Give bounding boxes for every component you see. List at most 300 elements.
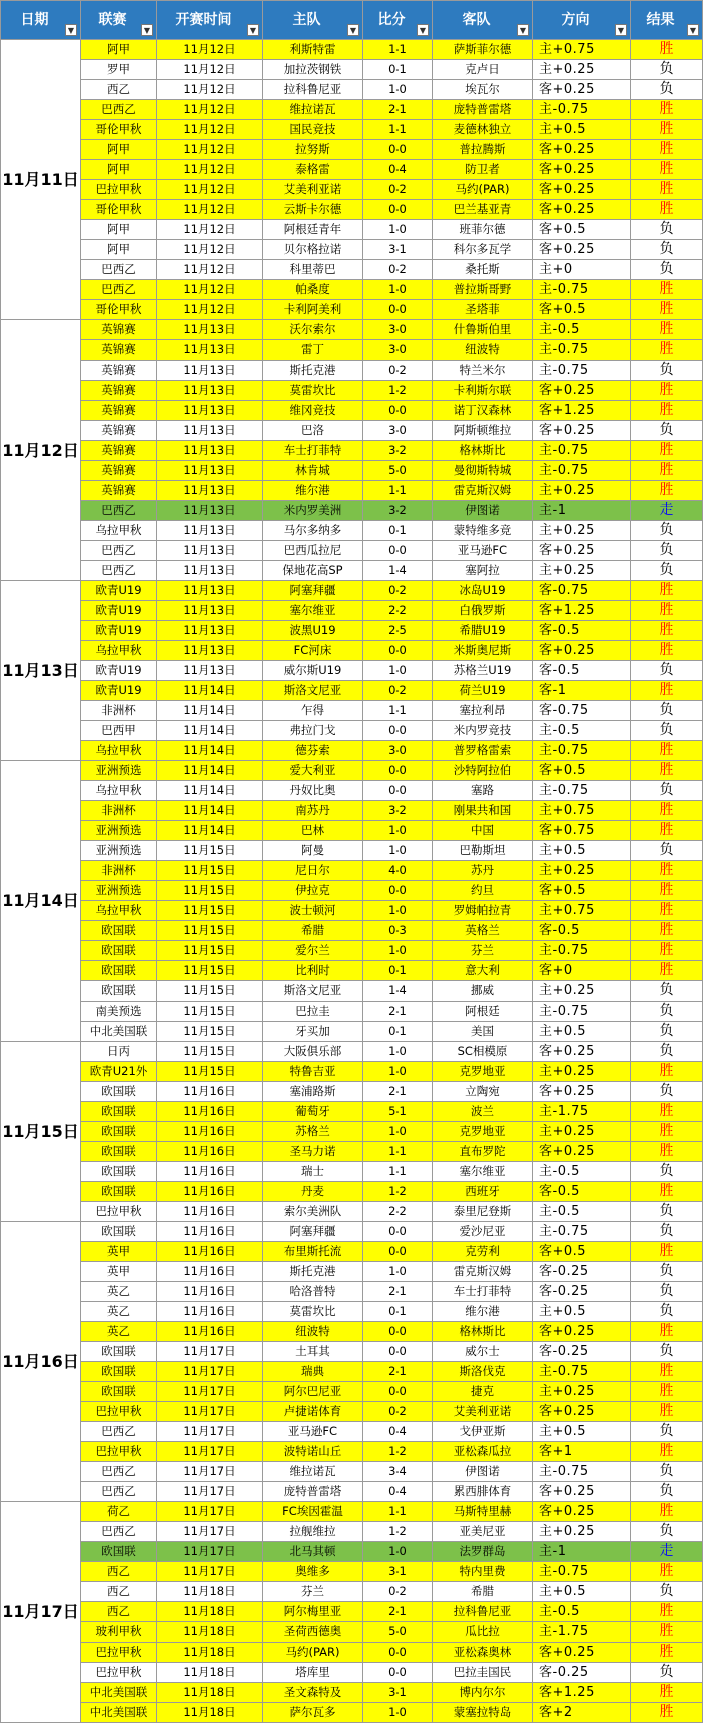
result-cell[interactable]: 胜 bbox=[631, 1382, 703, 1402]
away-team-cell[interactable]: 刚果共和国 bbox=[433, 801, 533, 821]
away-team-cell[interactable]: 巴勒斯坦 bbox=[433, 841, 533, 861]
home-team-cell[interactable]: 波黑U19 bbox=[263, 620, 363, 640]
result-cell[interactable]: 胜 bbox=[631, 1602, 703, 1622]
kickoff-time-cell[interactable]: 11月15日 bbox=[157, 1021, 263, 1041]
home-team-cell[interactable]: 瑞典 bbox=[263, 1362, 363, 1382]
away-team-cell[interactable]: 西班牙 bbox=[433, 1181, 533, 1201]
away-team-cell[interactable]: 希腊 bbox=[433, 1582, 533, 1602]
direction-cell[interactable]: 客+0.25 bbox=[533, 1322, 631, 1342]
result-cell[interactable]: 胜 bbox=[631, 1562, 703, 1582]
result-cell[interactable]: 胜 bbox=[631, 1121, 703, 1141]
home-team-cell[interactable]: 庞特普雷塔 bbox=[263, 1482, 363, 1502]
result-cell[interactable]: 胜 bbox=[631, 921, 703, 941]
score-cell[interactable]: 1-0 bbox=[363, 901, 433, 921]
result-cell[interactable]: 胜 bbox=[631, 140, 703, 160]
league-cell[interactable]: 英锦赛 bbox=[81, 360, 157, 380]
away-team-cell[interactable]: 班菲尔德 bbox=[433, 220, 533, 240]
home-team-cell[interactable]: 特鲁吉亚 bbox=[263, 1061, 363, 1081]
kickoff-time-cell[interactable]: 11月16日 bbox=[157, 1201, 263, 1221]
score-cell[interactable]: 0-0 bbox=[363, 1342, 433, 1362]
away-team-cell[interactable]: 波兰 bbox=[433, 1101, 533, 1121]
direction-cell[interactable]: 客+0.25 bbox=[533, 420, 631, 440]
kickoff-time-cell[interactable]: 11月12日 bbox=[157, 220, 263, 240]
league-cell[interactable]: 英锦赛 bbox=[81, 440, 157, 460]
kickoff-time-cell[interactable]: 11月17日 bbox=[157, 1562, 263, 1582]
away-team-cell[interactable]: 罗姆帕拉青 bbox=[433, 901, 533, 921]
home-team-cell[interactable]: 贝尔格拉诺 bbox=[263, 240, 363, 260]
result-cell[interactable]: 负 bbox=[631, 1342, 703, 1362]
kickoff-time-cell[interactable]: 11月12日 bbox=[157, 80, 263, 100]
result-cell[interactable]: 胜 bbox=[631, 741, 703, 761]
league-cell[interactable]: 英锦赛 bbox=[81, 380, 157, 400]
score-cell[interactable]: 0-3 bbox=[363, 921, 433, 941]
result-cell[interactable]: 胜 bbox=[631, 400, 703, 420]
away-team-cell[interactable]: 克劳利 bbox=[433, 1241, 533, 1261]
direction-cell[interactable]: 客+2 bbox=[533, 1702, 631, 1722]
result-cell[interactable]: 负 bbox=[631, 220, 703, 240]
league-cell[interactable]: 欧国联 bbox=[81, 961, 157, 981]
home-team-cell[interactable]: 葡萄牙 bbox=[263, 1101, 363, 1121]
result-cell[interactable]: 胜 bbox=[631, 580, 703, 600]
away-team-cell[interactable]: 博内尔尔 bbox=[433, 1682, 533, 1702]
kickoff-time-cell[interactable]: 11月18日 bbox=[157, 1702, 263, 1722]
direction-cell[interactable]: 主-0.75 bbox=[533, 1221, 631, 1241]
direction-cell[interactable]: 主-1.75 bbox=[533, 1622, 631, 1642]
league-cell[interactable]: 阿甲 bbox=[81, 220, 157, 240]
home-team-cell[interactable]: 拉努斯 bbox=[263, 140, 363, 160]
direction-cell[interactable]: 主-0.75 bbox=[533, 1362, 631, 1382]
league-cell[interactable]: 欧青U21外 bbox=[81, 1061, 157, 1081]
kickoff-time-cell[interactable]: 11月18日 bbox=[157, 1662, 263, 1682]
result-cell[interactable]: 负 bbox=[631, 841, 703, 861]
away-team-cell[interactable]: 桑托斯 bbox=[433, 260, 533, 280]
league-cell[interactable]: 巴西乙 bbox=[81, 260, 157, 280]
score-cell[interactable]: 0-1 bbox=[363, 520, 433, 540]
kickoff-time-cell[interactable]: 11月13日 bbox=[157, 400, 263, 420]
home-team-cell[interactable]: 拉舰维拉 bbox=[263, 1522, 363, 1542]
league-cell[interactable]: 英锦赛 bbox=[81, 420, 157, 440]
league-cell[interactable]: 中北美国联 bbox=[81, 1702, 157, 1722]
score-cell[interactable]: 0-0 bbox=[363, 1221, 433, 1241]
kickoff-time-cell[interactable]: 11月16日 bbox=[157, 1141, 263, 1161]
kickoff-time-cell[interactable]: 11月16日 bbox=[157, 1261, 263, 1281]
direction-cell[interactable]: 客+0.5 bbox=[533, 1241, 631, 1261]
kickoff-time-cell[interactable]: 11月15日 bbox=[157, 921, 263, 941]
home-team-cell[interactable]: 巴林 bbox=[263, 821, 363, 841]
away-team-cell[interactable]: 亚松森瓜拉 bbox=[433, 1442, 533, 1462]
home-team-cell[interactable]: 马约(PAR) bbox=[263, 1642, 363, 1662]
result-cell[interactable]: 胜 bbox=[631, 1642, 703, 1662]
score-cell[interactable]: 5-1 bbox=[363, 1101, 433, 1121]
away-team-cell[interactable]: 克罗地亚 bbox=[433, 1061, 533, 1081]
score-cell[interactable]: 1-1 bbox=[363, 480, 433, 500]
away-team-cell[interactable]: 塞拉利昂 bbox=[433, 701, 533, 721]
league-cell[interactable]: 巴拉甲秋 bbox=[81, 1662, 157, 1682]
home-team-cell[interactable]: 希腊 bbox=[263, 921, 363, 941]
kickoff-time-cell[interactable]: 11月13日 bbox=[157, 360, 263, 380]
kickoff-time-cell[interactable]: 11月13日 bbox=[157, 380, 263, 400]
league-cell[interactable]: 欧国联 bbox=[81, 1121, 157, 1141]
direction-cell[interactable]: 客-0.5 bbox=[533, 660, 631, 680]
away-team-cell[interactable]: 苏格兰U19 bbox=[433, 660, 533, 680]
home-team-cell[interactable]: 德芬索 bbox=[263, 741, 363, 761]
date-cell[interactable]: 11月14日 bbox=[1, 761, 81, 1041]
direction-cell[interactable]: 主+0.25 bbox=[533, 560, 631, 580]
score-cell[interactable]: 3-0 bbox=[363, 420, 433, 440]
league-cell[interactable]: 英锦赛 bbox=[81, 340, 157, 360]
result-cell[interactable]: 负 bbox=[631, 1081, 703, 1101]
league-cell[interactable]: 欧青U19 bbox=[81, 600, 157, 620]
away-team-cell[interactable]: 雷克斯汉姆 bbox=[433, 480, 533, 500]
away-team-cell[interactable]: 阿斯顿维拉 bbox=[433, 420, 533, 440]
score-cell[interactable]: 1-1 bbox=[363, 120, 433, 140]
home-team-cell[interactable]: 国民竞技 bbox=[263, 120, 363, 140]
kickoff-time-cell[interactable]: 11月18日 bbox=[157, 1622, 263, 1642]
kickoff-time-cell[interactable]: 11月12日 bbox=[157, 260, 263, 280]
away-team-cell[interactable]: 普拉斯哥野 bbox=[433, 280, 533, 300]
away-team-cell[interactable]: 希腊U19 bbox=[433, 620, 533, 640]
kickoff-time-cell[interactable]: 11月17日 bbox=[157, 1462, 263, 1482]
away-team-cell[interactable]: 拉科鲁尼亚 bbox=[433, 1602, 533, 1622]
score-cell[interactable]: 1-0 bbox=[363, 1702, 433, 1722]
kickoff-time-cell[interactable]: 11月14日 bbox=[157, 781, 263, 801]
league-cell[interactable]: 欧国联 bbox=[81, 1221, 157, 1241]
direction-cell[interactable]: 客+0.25 bbox=[533, 380, 631, 400]
league-cell[interactable]: 荷乙 bbox=[81, 1502, 157, 1522]
result-cell[interactable]: 胜 bbox=[631, 640, 703, 660]
league-cell[interactable]: 巴拉甲秋 bbox=[81, 1642, 157, 1662]
score-cell[interactable]: 1-0 bbox=[363, 841, 433, 861]
home-team-cell[interactable]: 加拉茨钢铁 bbox=[263, 60, 363, 80]
kickoff-time-cell[interactable]: 11月16日 bbox=[157, 1221, 263, 1241]
result-cell[interactable]: 负 bbox=[631, 1422, 703, 1442]
direction-cell[interactable]: 客+0.5 bbox=[533, 220, 631, 240]
result-cell[interactable]: 胜 bbox=[631, 300, 703, 320]
home-team-cell[interactable]: 奥维多 bbox=[263, 1562, 363, 1582]
away-team-cell[interactable]: 马斯特里赫 bbox=[433, 1502, 533, 1522]
score-cell[interactable]: 0-0 bbox=[363, 761, 433, 781]
league-cell[interactable]: 南美预选 bbox=[81, 1001, 157, 1021]
score-cell[interactable]: 1-0 bbox=[363, 280, 433, 300]
direction-cell[interactable]: 客+1.25 bbox=[533, 600, 631, 620]
dropdown-arrow-icon[interactable]: ▼ bbox=[417, 24, 429, 36]
away-team-cell[interactable]: 纽波特 bbox=[433, 340, 533, 360]
home-team-cell[interactable]: 马尔多纳多 bbox=[263, 520, 363, 540]
direction-cell[interactable]: 客-0.25 bbox=[533, 1281, 631, 1301]
direction-cell[interactable]: 客+0.5 bbox=[533, 881, 631, 901]
kickoff-time-cell[interactable]: 11月16日 bbox=[157, 1181, 263, 1201]
dropdown-arrow-icon[interactable]: ▼ bbox=[517, 24, 529, 36]
direction-cell[interactable]: 客+0.25 bbox=[533, 1402, 631, 1422]
league-cell[interactable]: 巴西乙 bbox=[81, 100, 157, 120]
away-team-cell[interactable]: 斯洛伐克 bbox=[433, 1362, 533, 1382]
direction-cell[interactable]: 客+1.25 bbox=[533, 1682, 631, 1702]
home-team-cell[interactable]: 雷丁 bbox=[263, 340, 363, 360]
result-cell[interactable]: 负 bbox=[631, 1482, 703, 1502]
league-cell[interactable]: 欧国联 bbox=[81, 1161, 157, 1181]
league-cell[interactable]: 英锦赛 bbox=[81, 460, 157, 480]
direction-cell[interactable]: 主+0.5 bbox=[533, 120, 631, 140]
direction-cell[interactable]: 主-0.75 bbox=[533, 941, 631, 961]
kickoff-time-cell[interactable]: 11月15日 bbox=[157, 1061, 263, 1081]
home-team-cell[interactable]: 拉科鲁尼亚 bbox=[263, 80, 363, 100]
direction-cell[interactable]: 主-1 bbox=[533, 1542, 631, 1562]
result-cell[interactable]: 胜 bbox=[631, 961, 703, 981]
score-cell[interactable]: 3-0 bbox=[363, 340, 433, 360]
score-cell[interactable]: 2-1 bbox=[363, 100, 433, 120]
kickoff-time-cell[interactable]: 11月13日 bbox=[157, 660, 263, 680]
score-cell[interactable]: 3-1 bbox=[363, 240, 433, 260]
result-cell[interactable]: 负 bbox=[631, 360, 703, 380]
league-cell[interactable]: 乌拉甲秋 bbox=[81, 520, 157, 540]
kickoff-time-cell[interactable]: 11月12日 bbox=[157, 180, 263, 200]
result-cell[interactable]: 负 bbox=[631, 1281, 703, 1301]
direction-cell[interactable]: 主-0.75 bbox=[533, 781, 631, 801]
kickoff-time-cell[interactable]: 11月15日 bbox=[157, 1041, 263, 1061]
direction-cell[interactable]: 主-0.5 bbox=[533, 1201, 631, 1221]
home-team-cell[interactable]: 云斯卡尔德 bbox=[263, 200, 363, 220]
kickoff-time-cell[interactable]: 11月18日 bbox=[157, 1682, 263, 1702]
away-team-cell[interactable]: 埃瓦尔 bbox=[433, 80, 533, 100]
home-team-cell[interactable]: 卡利阿美利 bbox=[263, 300, 363, 320]
away-team-cell[interactable]: 荷兰U19 bbox=[433, 681, 533, 701]
kickoff-time-cell[interactable]: 11月17日 bbox=[157, 1382, 263, 1402]
away-team-cell[interactable]: 塞尔维亚 bbox=[433, 1161, 533, 1181]
away-team-cell[interactable]: 普拉腾斯 bbox=[433, 140, 533, 160]
direction-cell[interactable]: 主-0.5 bbox=[533, 721, 631, 741]
result-cell[interactable]: 胜 bbox=[631, 100, 703, 120]
score-cell[interactable]: 1-0 bbox=[363, 821, 433, 841]
home-team-cell[interactable]: 塞浦路斯 bbox=[263, 1081, 363, 1101]
direction-cell[interactable]: 客+0.25 bbox=[533, 140, 631, 160]
kickoff-time-cell[interactable]: 11月13日 bbox=[157, 640, 263, 660]
kickoff-time-cell[interactable]: 11月12日 bbox=[157, 160, 263, 180]
result-cell[interactable]: 负 bbox=[631, 981, 703, 1001]
result-cell[interactable]: 胜 bbox=[631, 1061, 703, 1081]
direction-cell[interactable]: 客+0.25 bbox=[533, 180, 631, 200]
away-team-cell[interactable]: 什鲁斯伯里 bbox=[433, 320, 533, 340]
home-team-cell[interactable]: 艾美利亚诺 bbox=[263, 180, 363, 200]
result-cell[interactable]: 胜 bbox=[631, 1241, 703, 1261]
league-cell[interactable]: 英锦赛 bbox=[81, 480, 157, 500]
league-cell[interactable]: 英甲 bbox=[81, 1261, 157, 1281]
kickoff-time-cell[interactable]: 11月12日 bbox=[157, 200, 263, 220]
direction-cell[interactable]: 客+1.25 bbox=[533, 400, 631, 420]
kickoff-time-cell[interactable]: 11月12日 bbox=[157, 60, 263, 80]
away-team-cell[interactable]: 泰里尼登斯 bbox=[433, 1201, 533, 1221]
score-cell[interactable]: 2-1 bbox=[363, 1081, 433, 1101]
date-cell[interactable]: 11月13日 bbox=[1, 580, 81, 760]
home-team-cell[interactable]: 南苏丹 bbox=[263, 801, 363, 821]
home-team-cell[interactable]: 阿尔巴尼亚 bbox=[263, 1382, 363, 1402]
direction-cell[interactable]: 主-0.75 bbox=[533, 100, 631, 120]
date-cell[interactable]: 11月17日 bbox=[1, 1502, 81, 1722]
home-team-cell[interactable]: 塞尔维亚 bbox=[263, 600, 363, 620]
league-cell[interactable]: 英乙 bbox=[81, 1301, 157, 1321]
score-cell[interactable]: 1-2 bbox=[363, 1442, 433, 1462]
away-team-cell[interactable]: 特兰米尔 bbox=[433, 360, 533, 380]
league-cell[interactable]: 巴西乙 bbox=[81, 1522, 157, 1542]
league-cell[interactable]: 非洲杯 bbox=[81, 701, 157, 721]
kickoff-time-cell[interactable]: 11月18日 bbox=[157, 1602, 263, 1622]
direction-cell[interactable]: 主+0.75 bbox=[533, 901, 631, 921]
away-team-cell[interactable]: 科尔多瓦学 bbox=[433, 240, 533, 260]
home-team-cell[interactable]: 阿尔梅里亚 bbox=[263, 1602, 363, 1622]
kickoff-time-cell[interactable]: 11月12日 bbox=[157, 120, 263, 140]
home-team-cell[interactable]: 波特诺山丘 bbox=[263, 1442, 363, 1462]
away-team-cell[interactable]: 维尔港 bbox=[433, 1301, 533, 1321]
home-team-cell[interactable]: 沃尔索尔 bbox=[263, 320, 363, 340]
score-cell[interactable]: 0-0 bbox=[363, 1322, 433, 1342]
score-cell[interactable]: 1-1 bbox=[363, 1161, 433, 1181]
away-team-cell[interactable]: 冰岛U19 bbox=[433, 580, 533, 600]
direction-cell[interactable]: 主+0.5 bbox=[533, 1582, 631, 1602]
home-team-cell[interactable]: 科里蒂巴 bbox=[263, 260, 363, 280]
league-cell[interactable]: 欧国联 bbox=[81, 1141, 157, 1161]
league-cell[interactable]: 英乙 bbox=[81, 1281, 157, 1301]
kickoff-time-cell[interactable]: 11月17日 bbox=[157, 1422, 263, 1442]
league-cell[interactable]: 欧国联 bbox=[81, 1542, 157, 1562]
away-team-cell[interactable]: 雷克斯汉姆 bbox=[433, 1261, 533, 1281]
away-team-cell[interactable]: 克罗地亚 bbox=[433, 1121, 533, 1141]
away-team-cell[interactable]: 芬兰 bbox=[433, 941, 533, 961]
result-cell[interactable]: 胜 bbox=[631, 1402, 703, 1422]
score-cell[interactable]: 4-0 bbox=[363, 861, 433, 881]
result-cell[interactable]: 胜 bbox=[631, 460, 703, 480]
score-cell[interactable]: 0-0 bbox=[363, 140, 433, 160]
home-team-cell[interactable]: 巴洛 bbox=[263, 420, 363, 440]
result-cell[interactable]: 负 bbox=[631, 781, 703, 801]
direction-cell[interactable]: 客+0.25 bbox=[533, 200, 631, 220]
direction-cell[interactable]: 主+0.25 bbox=[533, 981, 631, 1001]
direction-cell[interactable]: 客+0.25 bbox=[533, 1081, 631, 1101]
kickoff-time-cell[interactable]: 11月17日 bbox=[157, 1482, 263, 1502]
league-cell[interactable]: 巴西甲 bbox=[81, 721, 157, 741]
direction-cell[interactable]: 客+0.25 bbox=[533, 1642, 631, 1662]
kickoff-time-cell[interactable]: 11月12日 bbox=[157, 280, 263, 300]
home-team-cell[interactable]: 巴西瓜拉尼 bbox=[263, 540, 363, 560]
direction-cell[interactable]: 主-0.75 bbox=[533, 741, 631, 761]
dropdown-arrow-icon[interactable]: ▼ bbox=[141, 24, 153, 36]
score-cell[interactable]: 3-0 bbox=[363, 741, 433, 761]
score-cell[interactable]: 3-2 bbox=[363, 500, 433, 520]
away-team-cell[interactable]: 圣塔菲 bbox=[433, 300, 533, 320]
kickoff-time-cell[interactable]: 11月12日 bbox=[157, 300, 263, 320]
away-team-cell[interactable]: 普罗格雷索 bbox=[433, 741, 533, 761]
league-cell[interactable]: 英乙 bbox=[81, 1322, 157, 1342]
result-cell[interactable]: 负 bbox=[631, 420, 703, 440]
result-cell[interactable]: 负 bbox=[631, 1161, 703, 1181]
league-cell[interactable]: 欧国联 bbox=[81, 941, 157, 961]
kickoff-time-cell[interactable]: 11月13日 bbox=[157, 340, 263, 360]
home-team-cell[interactable]: 萨尔瓦多 bbox=[263, 1702, 363, 1722]
home-team-cell[interactable]: 泰格雷 bbox=[263, 160, 363, 180]
score-cell[interactable]: 5-0 bbox=[363, 460, 433, 480]
away-team-cell[interactable]: 车士打菲特 bbox=[433, 1281, 533, 1301]
away-team-cell[interactable]: 亚美尼亚 bbox=[433, 1522, 533, 1542]
home-team-cell[interactable]: 纽波特 bbox=[263, 1322, 363, 1342]
result-cell[interactable]: 胜 bbox=[631, 320, 703, 340]
away-team-cell[interactable]: 米斯奥尼斯 bbox=[433, 640, 533, 660]
away-team-cell[interactable]: 白俄罗斯 bbox=[433, 600, 533, 620]
result-cell[interactable]: 胜 bbox=[631, 600, 703, 620]
away-team-cell[interactable]: 伊图诺 bbox=[433, 500, 533, 520]
dropdown-arrow-icon[interactable]: ▼ bbox=[247, 24, 259, 36]
kickoff-time-cell[interactable]: 11月17日 bbox=[157, 1362, 263, 1382]
score-cell[interactable]: 3-4 bbox=[363, 1462, 433, 1482]
kickoff-time-cell[interactable]: 11月17日 bbox=[157, 1402, 263, 1422]
score-cell[interactable]: 0-0 bbox=[363, 881, 433, 901]
score-cell[interactable]: 0-1 bbox=[363, 1021, 433, 1041]
league-cell[interactable]: 西乙 bbox=[81, 1602, 157, 1622]
score-cell[interactable]: 0-1 bbox=[363, 961, 433, 981]
league-cell[interactable]: 欧国联 bbox=[81, 921, 157, 941]
kickoff-time-cell[interactable]: 11月13日 bbox=[157, 440, 263, 460]
kickoff-time-cell[interactable]: 11月16日 bbox=[157, 1241, 263, 1261]
direction-cell[interactable]: 主-0.5 bbox=[533, 320, 631, 340]
home-team-cell[interactable]: 巴拉圭 bbox=[263, 1001, 363, 1021]
home-team-cell[interactable]: 斯洛文尼亚 bbox=[263, 981, 363, 1001]
league-cell[interactable]: 巴拉甲秋 bbox=[81, 1201, 157, 1221]
away-team-cell[interactable]: 立陶宛 bbox=[433, 1081, 533, 1101]
result-cell[interactable]: 胜 bbox=[631, 160, 703, 180]
score-cell[interactable]: 3-2 bbox=[363, 801, 433, 821]
direction-cell[interactable]: 客+0.25 bbox=[533, 1502, 631, 1522]
home-team-cell[interactable]: 阿曼 bbox=[263, 841, 363, 861]
direction-cell[interactable]: 客-0.25 bbox=[533, 1261, 631, 1281]
direction-cell[interactable]: 主+0.25 bbox=[533, 861, 631, 881]
league-cell[interactable]: 亚洲预选 bbox=[81, 821, 157, 841]
direction-cell[interactable]: 主-1.75 bbox=[533, 1101, 631, 1121]
kickoff-time-cell[interactable]: 11月13日 bbox=[157, 620, 263, 640]
home-team-cell[interactable]: 芬兰 bbox=[263, 1582, 363, 1602]
result-cell[interactable]: 胜 bbox=[631, 901, 703, 921]
result-cell[interactable]: 负 bbox=[631, 1662, 703, 1682]
result-cell[interactable]: 胜 bbox=[631, 941, 703, 961]
away-team-cell[interactable]: 格林斯比 bbox=[433, 440, 533, 460]
direction-cell[interactable]: 主-0.75 bbox=[533, 340, 631, 360]
away-team-cell[interactable]: 庞特普雷塔 bbox=[433, 100, 533, 120]
direction-cell[interactable]: 客-0.25 bbox=[533, 1342, 631, 1362]
league-cell[interactable]: 哥伦甲秋 bbox=[81, 200, 157, 220]
result-cell[interactable]: 负 bbox=[631, 1462, 703, 1482]
score-cell[interactable]: 1-2 bbox=[363, 380, 433, 400]
result-cell[interactable]: 胜 bbox=[631, 1181, 703, 1201]
result-cell[interactable]: 胜 bbox=[631, 1502, 703, 1522]
home-team-cell[interactable]: 阿塞拜疆 bbox=[263, 580, 363, 600]
league-cell[interactable]: 阿甲 bbox=[81, 40, 157, 60]
direction-cell[interactable]: 主-0.5 bbox=[533, 1161, 631, 1181]
kickoff-time-cell[interactable]: 11月13日 bbox=[157, 500, 263, 520]
kickoff-time-cell[interactable]: 11月13日 bbox=[157, 580, 263, 600]
result-cell[interactable]: 胜 bbox=[631, 1702, 703, 1722]
away-team-cell[interactable]: 法罗群岛 bbox=[433, 1542, 533, 1562]
away-team-cell[interactable]: 美国 bbox=[433, 1021, 533, 1041]
result-cell[interactable]: 负 bbox=[631, 721, 703, 741]
kickoff-time-cell[interactable]: 11月12日 bbox=[157, 140, 263, 160]
direction-cell[interactable]: 客+1 bbox=[533, 1442, 631, 1462]
home-team-cell[interactable]: 爱尔兰 bbox=[263, 941, 363, 961]
direction-cell[interactable]: 主+0.25 bbox=[533, 60, 631, 80]
league-cell[interactable]: 亚洲预选 bbox=[81, 841, 157, 861]
kickoff-time-cell[interactable]: 11月13日 bbox=[157, 600, 263, 620]
result-cell[interactable]: 胜 bbox=[631, 1322, 703, 1342]
direction-cell[interactable]: 客+0.25 bbox=[533, 1141, 631, 1161]
score-cell[interactable]: 1-0 bbox=[363, 1121, 433, 1141]
result-cell[interactable]: 负 bbox=[631, 1582, 703, 1602]
league-cell[interactable]: 英锦赛 bbox=[81, 320, 157, 340]
score-cell[interactable]: 1-0 bbox=[363, 80, 433, 100]
